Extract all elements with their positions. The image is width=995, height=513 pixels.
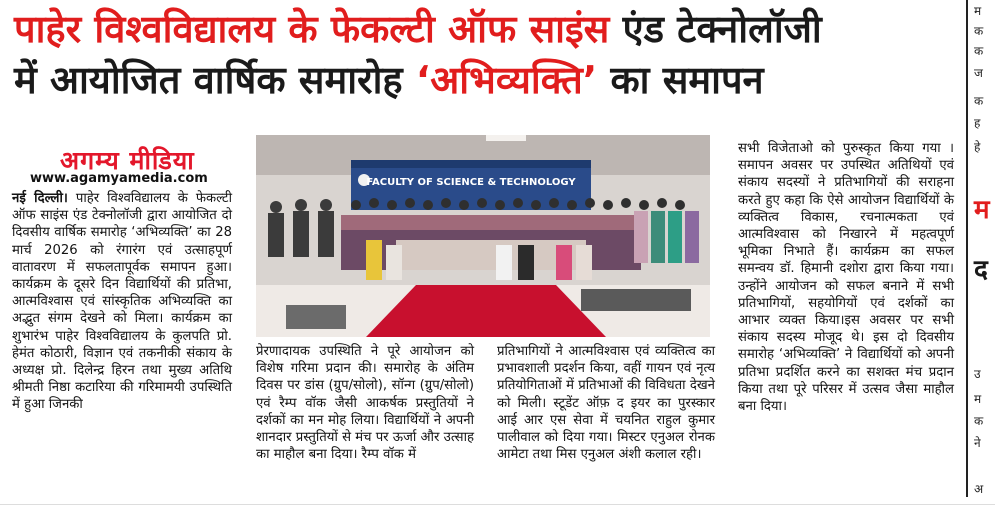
strip-line: हे [974, 140, 981, 154]
event-photo [256, 135, 710, 337]
headline-line1-red: पाहेर विश्वविद्यालय के फेकल्टी ऑफ साइंस [14, 7, 610, 51]
strip-big-dark: द [974, 255, 988, 285]
strip-line: क [974, 94, 984, 108]
headline [14, 8, 964, 101]
adjacent-article-strip [972, 0, 995, 513]
headline-line2-red: ‘अभिव्यक्ति’ [415, 57, 598, 102]
strip-line: ज [974, 66, 983, 80]
strip-line: ह [974, 116, 981, 130]
article-col1-text: पाहेर विश्वविद्यालय के फेकल्टी ऑफ साइंस एंड टेक्नोलॉजी द्वारा आयोजित दो दिवसीय वार्षिक समारोह ‘अभिव्यक्ति’ का 28 मार्च 2026 को रंगारंग एवं उत्साहपूर्ण वातावरण में सफलतापूर्वक समापन हुआ। कार्यक्रम के दूसरे दिन विद्यार्थियों की प्रतिभा, आत्मविश्वास एवं सांस्कृतिक अभिव्यक्ति का अद्भुत संगम देखने को मिला। कार्यक्रम का शुभारंभ पाहेर विश्वविद्यालय के कुलपति प्रो. हेमंत कोठारी, विज्ञान एवं तकनीकी संकाय के अध्यक्ष प्रो. दिलेन्द्र हिरन तथा मुख्य अतिथि श्रीमती निष्ठा कटारिया की गरिमामयी उपस्थिति में हुआ जिनकी [12, 191, 232, 413]
article-column-4: सभी विजेताओ को पुरुस्कृत किया गया । समापन अवसर पर उपस्थित अतिथियों एवं संकाय सदस्यों ने प्रतिभागियों की सराहना करते हुए कहा कि ऐसे आयोजन विद्यार्थियों के व्यक्तित्व विकास, रचनात्मकता एवं आत्मविश्वास को निखारने में महत्वपूर्ण भूमिका निभाते हैं। कार्यक्रम का सफल समन्वय डॉ. हिमानी दशोरा द्वारा किया गया। उन्होंने आयोजन को सफल बनाने में सभी प्रतिभागियों, सहयोगियों एवं दर्शकों का आभार व्यक्त किया।इस अवसर पर सभी संकाय सदस्य मोजूद थे। इस दो दिवसीय समारोह ‘अभिव्यक्ति’ ने विद्यार्थियों को अपनी प्रतिभा प्रदर्शित करने का सशक्त मंच प्रदान किया तथा पूरे परिसर में उत्सव जैसा माहौल बना दिया। [738, 141, 954, 415]
brand-name: अगम्य मीडिया [60, 146, 195, 175]
headline-line2-pre: में आयोजित वार्षिक समारोह [14, 57, 416, 102]
bottom-rule [0, 504, 995, 505]
headline-line1-dark: एंड टेक्नोलॉजी [622, 7, 822, 51]
article-column-1 [12, 190, 232, 414]
strip-line: क [974, 414, 984, 428]
strip-line: उ [974, 367, 981, 381]
strip-big-red: म [974, 195, 990, 225]
article-column-3: प्रतिभागियों ने आत्मविश्वास एवं व्यक्तित्व का प्रभावशाली प्रदर्शन किया, वहीं गायन एवं नृत्य प्रतियोगिताओं में प्रतिभाओं की विविधता देखने को मिली। स्टूडेंट ऑफ़ द इयर का पुरस्कार आई आर एस सेवा में चयनित राहुल कुमार पालीवाल को दिया गया। मिस्टर एनुअल रोनक आमेटा तथा मिस एनुअल अंशी कलाल रही। [497, 344, 715, 463]
strip-line: ने [974, 436, 981, 450]
headline-line2-post: का समापन [597, 57, 764, 102]
group-photo-illustration [256, 135, 710, 337]
strip-line: क [974, 24, 984, 38]
strip-line: क [974, 44, 984, 58]
strip-line: अ [974, 482, 984, 496]
article-column-2: प्रेरणादायक उपस्थिति ने पूरे आयोजन को विशेष गरिमा प्रदान की। समारोह के अंतिम दिवस पर डांस (ग्रुप/सोलो), सॉन्ग (ग्रुप/सोलो) एवं रैम्प वॉक जैसी आकर्षक प्रस्तुतियों ने दर्शकों का मन मोह लिया। विद्यार्थियों ने अपनी शानदार प्रस्तुतियों से मंच पर ऊर्जा और उत्साह का माहौल बना दिया। रैम्प वॉक में [256, 344, 474, 463]
strip-line: म [974, 4, 982, 18]
brand-url: www.agamyamedia.com [30, 171, 208, 186]
dateline: नई दिल्ली। [12, 191, 68, 206]
strip-line: म [974, 392, 982, 406]
column-divider [966, 0, 968, 497]
banner-text: FACULTY OF SCIENCE & TECHNOLOGY [366, 177, 576, 188]
